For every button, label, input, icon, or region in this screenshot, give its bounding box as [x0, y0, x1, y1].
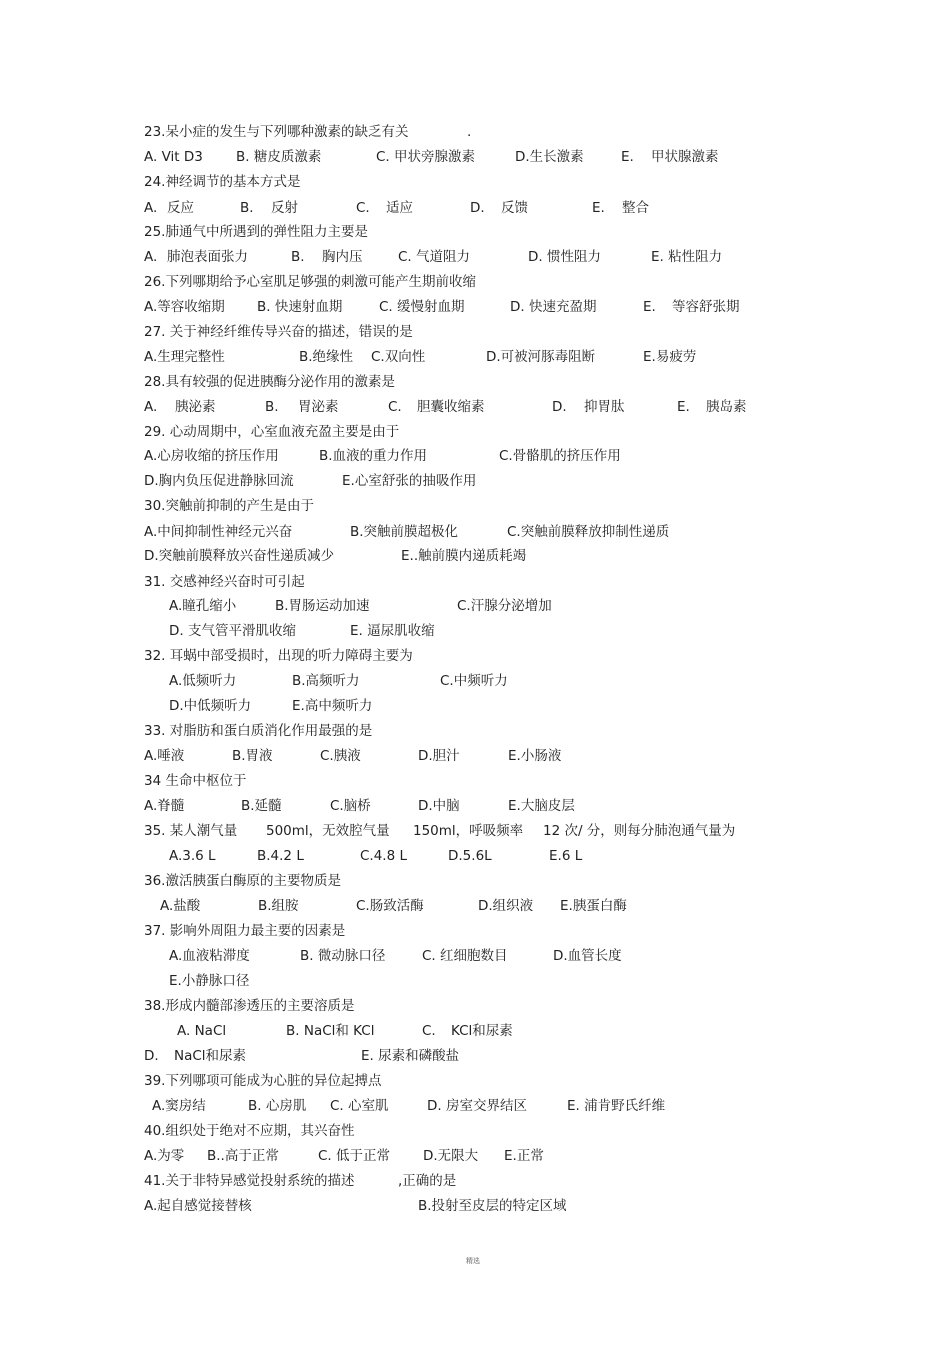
text-line: [0, 619, 950, 644]
line-text-segment: D. 快速充盈期: [510, 299, 597, 315]
line-text-segment: E. 尿素和磷酸盐: [361, 1048, 460, 1064]
text-line: [0, 220, 950, 245]
text-line: [0, 1044, 950, 1069]
text-line: [0, 1169, 950, 1194]
line-text-segment: B. 心房肌: [248, 1098, 307, 1114]
line-text-segment: C. 甲状旁腺激素: [376, 149, 476, 165]
line-text: A.等容收缩期: [144, 299, 225, 315]
text-line: [0, 345, 950, 370]
line-text-segment: E.高中频听力: [292, 698, 373, 714]
line-text: A.脊髓: [144, 798, 185, 814]
line-text-segment: C. 红细胞数目: [422, 948, 508, 964]
line-text-segment: B.: [291, 249, 305, 265]
text-line: [0, 520, 950, 545]
line-text-segment: C.: [356, 200, 370, 216]
line-text-segment: E.: [643, 299, 656, 315]
text-line: [0, 494, 950, 519]
line-text: D.中低频听力: [169, 698, 252, 714]
line-text-segment: B.4.2 L: [257, 848, 304, 864]
line-text: 29. 心动周期中，心室血液充盈主要是由于: [144, 424, 400, 440]
line-text-segment: KCl和尿素: [451, 1023, 513, 1039]
line-text: 32. 耳蜗中部受损时，出现的听力障碍主要为: [144, 648, 413, 664]
line-text-segment: 甲状腺激素: [651, 149, 719, 165]
line-text: A.窦房结: [152, 1098, 206, 1114]
line-text-segment: 肺泡表面张力: [167, 249, 248, 265]
line-text-segment: B..高于正常: [207, 1148, 279, 1164]
line-text: A. NaCl: [177, 1023, 227, 1039]
text-line: [0, 469, 950, 494]
line-text-segment: D.生长激素: [515, 149, 584, 165]
text-line: [0, 694, 950, 719]
line-text: 28.具有较强的促进胰酶分泌作用的激素是: [144, 374, 395, 390]
line-text: 25.肺通气中所遇到的弹性阻力主要是: [144, 224, 368, 240]
text-line: [0, 270, 950, 295]
text-line: [0, 669, 950, 694]
line-text-segment: 反应: [167, 200, 194, 216]
text-line: [0, 719, 950, 744]
line-text-segment: .: [467, 124, 472, 140]
page-footer: 精选: [466, 1257, 480, 1265]
text-line: [0, 1069, 950, 1094]
line-text: A. Vit D3: [144, 149, 203, 165]
line-text: A.盐酸: [160, 898, 201, 914]
text-line: [0, 869, 950, 894]
text-line: [0, 894, 950, 919]
text-line: [0, 919, 950, 944]
text-line: [0, 145, 950, 170]
line-text: A.: [144, 399, 158, 415]
line-text: 36.激活胰蛋白酶原的主要物质是: [144, 873, 341, 889]
line-text: D. 支气管平滑肌收缩: [169, 623, 296, 639]
line-text: A.起自感觉接替核: [144, 1198, 252, 1214]
line-text-segment: C.骨骼肌的挤压作用: [499, 448, 621, 464]
line-text-segment: D.组织液: [478, 898, 534, 914]
text-line: [0, 1144, 950, 1169]
line-text: D.突触前膜释放兴奋性递质减少: [144, 548, 335, 564]
line-text-segment: E.: [621, 149, 634, 165]
text-line: [0, 1019, 950, 1044]
line-text-segment: D.中脑: [418, 798, 460, 814]
text-line: [0, 196, 950, 221]
line-text-segment: B. NaCl和 KCl: [286, 1023, 375, 1039]
line-text: A.心房收缩的挤压作用: [144, 448, 279, 464]
line-text-segment: B.胃液: [232, 748, 273, 764]
line-text-segment: B.胃肠运动加速: [275, 598, 370, 614]
text-line: [0, 994, 950, 1019]
line-text-segment: D. 房室交界结区: [427, 1098, 527, 1114]
line-text-segment: C.突触前膜释放抑制性递质: [507, 524, 670, 540]
line-text-segment: B.: [240, 200, 254, 216]
line-text: 41.关于非特异感觉投射系统的描述: [144, 1173, 355, 1189]
line-text-segment: C. 气道阻力: [398, 249, 471, 265]
line-text-segment: B.: [265, 399, 279, 415]
text-line: [0, 570, 950, 595]
line-text-segment: B.投射至皮层的特定区域: [418, 1198, 567, 1214]
line-text-segment: 反射: [271, 200, 298, 216]
text-line: [0, 819, 950, 844]
text-line: [0, 295, 950, 320]
line-text: A.瞳孔缩小: [169, 598, 237, 614]
line-text-segment: E.易疲劳: [643, 349, 697, 365]
line-text: A.为零: [144, 1148, 185, 1164]
line-text-segment: C.双向性: [371, 349, 426, 365]
line-text-segment: 12 次/ 分，则每分肺泡通气量为: [543, 823, 736, 839]
text-line: [0, 744, 950, 769]
text-line: [0, 320, 950, 345]
line-text-segment: E. 粘性阻力: [651, 249, 723, 265]
line-text-segment: D.胆汁: [418, 748, 460, 764]
line-text-segment: 500ml，无效腔气量: [266, 823, 390, 839]
line-text-segment: B. 微动脉口径: [300, 948, 386, 964]
text-line: [0, 245, 950, 270]
line-text-segment: 胸内压: [322, 249, 363, 265]
line-text: A.: [144, 200, 158, 216]
line-text: A.唾液: [144, 748, 185, 764]
line-text: A.: [144, 249, 158, 265]
line-text: A.中间抑制性神经元兴奋: [144, 524, 293, 540]
line-text-segment: B.延髓: [241, 798, 282, 814]
line-text-segment: C. 缓慢射血期: [379, 299, 465, 315]
line-text-segment: D.可被河豚毒阻断: [486, 349, 596, 365]
line-text-segment: C.4.8 L: [360, 848, 407, 864]
line-text: 39.下列哪项可能成为心脏的异位起搏点: [144, 1073, 382, 1089]
line-text-segment: E.正常: [504, 1148, 544, 1164]
line-text-segment: B. 快速射血期: [257, 299, 343, 315]
line-text-segment: D.5.6L: [448, 848, 492, 864]
line-text-segment: B. 糖皮质激素: [236, 149, 322, 165]
text-line: [0, 370, 950, 395]
line-text-segment: E.大脑皮层: [508, 798, 575, 814]
line-text: 31. 交感神经兴奋时可引起: [144, 574, 305, 590]
line-text-segment: E.: [677, 399, 690, 415]
line-text-segment: 等容舒张期: [672, 299, 740, 315]
line-text-segment: C.脑桥: [330, 798, 371, 814]
line-text: 37. 影响外周阻力最主要的因素是: [144, 923, 346, 939]
line-text-segment: 胃泌素: [298, 399, 339, 415]
text-line: [0, 120, 950, 145]
line-text-segment: 反馈: [501, 200, 528, 216]
text-line: [0, 1119, 950, 1144]
text-line: [0, 1094, 950, 1119]
line-text-segment: B.突触前膜超极化: [350, 524, 459, 540]
line-text: 26.下列哪期给予心室肌足够强的刺激可能产生期前收缩: [144, 274, 476, 290]
text-line: [0, 944, 950, 969]
line-text-segment: B.组胺: [258, 898, 299, 914]
line-text-segment: C.: [422, 1023, 436, 1039]
line-text-segment: E.小肠液: [508, 748, 562, 764]
line-text: A.生理完整性: [144, 349, 225, 365]
line-text-segment: 整合: [622, 200, 649, 216]
line-text: 23.呆小症的发生与下列哪种激素的缺乏有关: [144, 124, 409, 140]
line-text-segment: 适应: [386, 200, 413, 216]
line-text: A.血液粘滞度: [169, 948, 250, 964]
line-text-segment: 抑胃肽: [584, 399, 625, 415]
text-line: [0, 170, 950, 195]
line-text: A.低频听力: [169, 673, 237, 689]
text-line: [0, 769, 950, 794]
line-text-segment: C.中频听力: [440, 673, 508, 689]
text-line: [0, 544, 950, 569]
line-text-segment: D. 惯性阻力: [528, 249, 601, 265]
text-line: [0, 395, 950, 420]
line-text: 40.组织处于绝对不应期，其兴奋性: [144, 1123, 355, 1139]
line-text: 30.突触前抑制的产生是由于: [144, 498, 314, 514]
line-text-segment: E.胰蛋白酶: [560, 898, 627, 914]
line-text-segment: ,正确的是: [398, 1173, 457, 1189]
line-text-segment: E.心室舒张的抽吸作用: [342, 473, 477, 489]
line-text: D.: [144, 1048, 159, 1064]
line-text-segment: E..触前膜内递质耗竭: [401, 548, 527, 564]
line-text-segment: C.肠致活酶: [356, 898, 424, 914]
line-text-segment: 胆囊收缩素: [417, 399, 485, 415]
line-text: 33. 对脂肪和蛋白质消化作用最强的是: [144, 723, 373, 739]
text-line: [0, 644, 950, 669]
line-text-segment: B.血液的重力作用: [319, 448, 428, 464]
line-text-segment: D.无限大: [423, 1148, 479, 1164]
line-text: E.小静脉口径: [169, 973, 250, 989]
line-text-segment: E.: [592, 200, 605, 216]
line-text-segment: 胰泌素: [175, 399, 216, 415]
line-text-segment: D.血管长度: [553, 948, 622, 964]
line-text-segment: B.高频听力: [292, 673, 360, 689]
line-text: 34 生命中枢位于: [144, 773, 247, 789]
line-text: A.3.6 L: [169, 848, 216, 864]
line-text-segment: NaCl和尿素: [174, 1048, 247, 1064]
line-text-segment: C.: [388, 399, 402, 415]
line-text-segment: C.汗腺分泌增加: [457, 598, 552, 614]
line-text-segment: E. 逼尿肌收缩: [350, 623, 435, 639]
line-text: 24.神经调节的基本方式是: [144, 174, 301, 190]
line-text-segment: D.: [552, 399, 567, 415]
line-text: D.胸内负压促进静脉回流: [144, 473, 294, 489]
line-text-segment: B.绝缘性: [299, 349, 354, 365]
line-text-segment: 150ml，呼吸频率: [413, 823, 524, 839]
line-text-segment: D.: [470, 200, 485, 216]
line-text: 27. 关于神经纤维传导兴奋的描述，错误的是: [144, 324, 413, 340]
text-line: [0, 844, 950, 869]
line-text: 38.形成内髓部渗透压的主要溶质是: [144, 998, 355, 1014]
text-line: [0, 969, 950, 994]
line-text-segment: E. 浦肯野氏纤维: [567, 1098, 666, 1114]
text-line: [0, 794, 950, 819]
text-line: [0, 1194, 950, 1219]
line-text-segment: C. 心室肌: [330, 1098, 389, 1114]
text-line: [0, 444, 950, 469]
line-text-segment: E.6 L: [549, 848, 583, 864]
line-text: 35. 某人潮气量: [144, 823, 238, 839]
line-text-segment: C. 低于正常: [318, 1148, 391, 1164]
text-line: [0, 594, 950, 619]
text-line: [0, 420, 950, 445]
line-text-segment: C.胰液: [320, 748, 361, 764]
line-text-segment: 胰岛素: [706, 399, 747, 415]
